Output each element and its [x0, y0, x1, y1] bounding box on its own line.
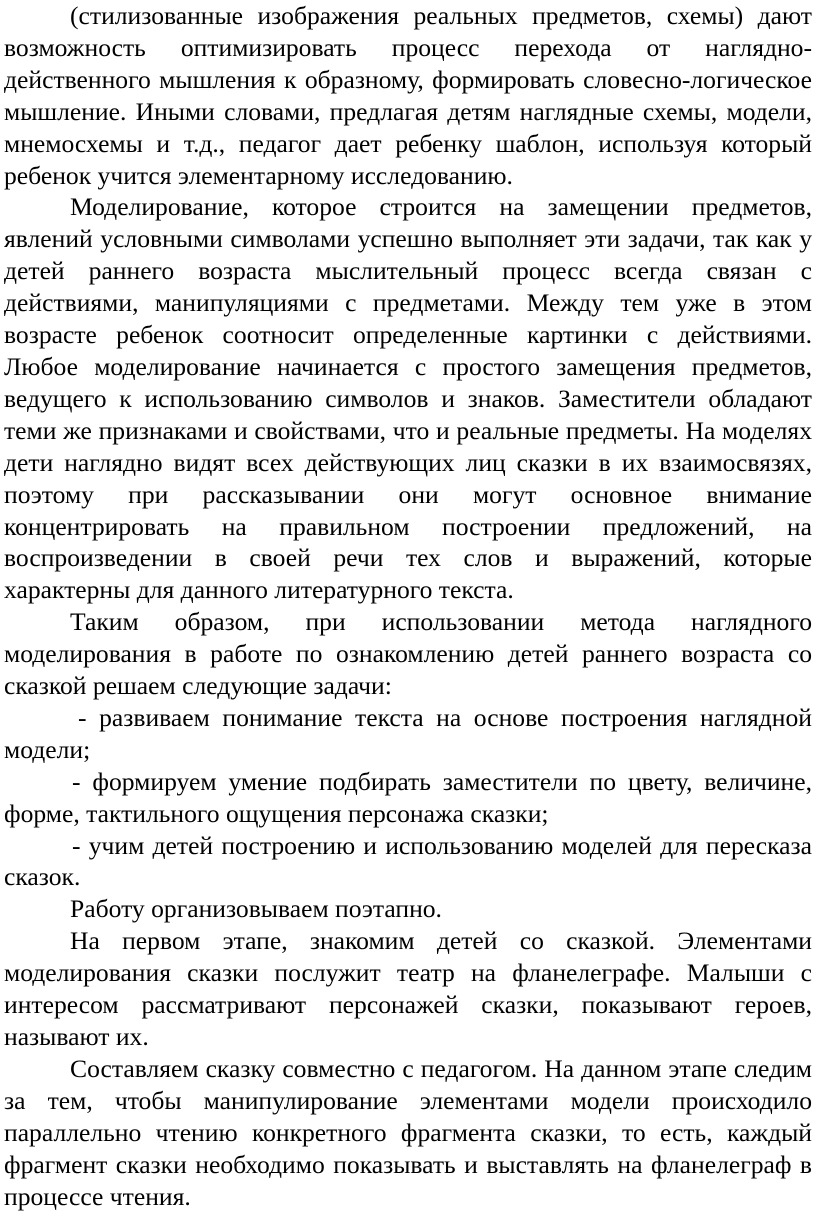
list-item-task-2: - формируем умение подбирать заместители по цвету, величине, форме, тактильного ощущения персонажа сказки; — [4, 766, 812, 828]
paragraph-compose-tale: Составляем сказку совместно с педагогом. На данном этапе следим за тем, чтобы манипулирование элементами модели происходило параллельно чтению конкретного фрагмента сказки, то есть, каждый фрагмент сказки необходимо показывать и выставлять на фланелеграф в процессе чтения. — [4, 1053, 812, 1211]
paragraph-first-stage: На первом этапе, знакомим детей со сказкой. Элементами моделирования сказки послужит театр на фланелеграфе. Малыши с интересом рассматривают персонажей сказки, показывают героев, называют их. — [4, 926, 812, 1051]
paragraph-stages: Работу организовываем поэтапно. — [70, 894, 442, 924]
paragraph-tasks-intro: Таким образом, при использовании метода наглядного моделирования в работе по ознакомлению детей раннего возраста со сказкой решаем следующие задачи: — [4, 607, 812, 701]
paragraph-modeling: Моделирование, которое строится на замещении предметов, явлений условными символами успешно выполняет эти задачи, так как у детей раннего возраста мыслительный процесс всегда связан с действиями, манипуляциями с предметами. Между тем уже в этом возрасте ребенок соотносит определенные картинки с действиями. Любое моделирование начинается с простого замещения предметов, ведущего к использованию символов и знаков. Заместители обладают теми же признаками и свойствами, что и реальные предметы. На моделях дети наглядно видят всех действующих лиц сказки в их взаимосвязях, поэтому при рассказывании они могут основное внимание концентрировать на правильном построении предложений, на воспроизведении в своей речи тех слов и выражений, которые характерны для данного литературного текста. — [4, 192, 812, 605]
list-item-task-3: - учим детей построению и использованию моделей для пересказа сказок. — [4, 830, 812, 892]
paragraph-intro: (стилизованные изображения реальных предметов, схемы) дают возможность оптимизировать процесс перехода от наглядно-действенного мышления к образному, формировать словесно-логическое мышление. Иными словами, предлагая детям наглядные схемы, модели, мнемосхемы и т.д., педагог дает ребенку шаблон, используя который ребенок учится элементарному исследованию. — [4, 1, 812, 190]
list-item-task-1: - развиваем понимание текста на основе построения наглядной модели; — [4, 702, 812, 764]
